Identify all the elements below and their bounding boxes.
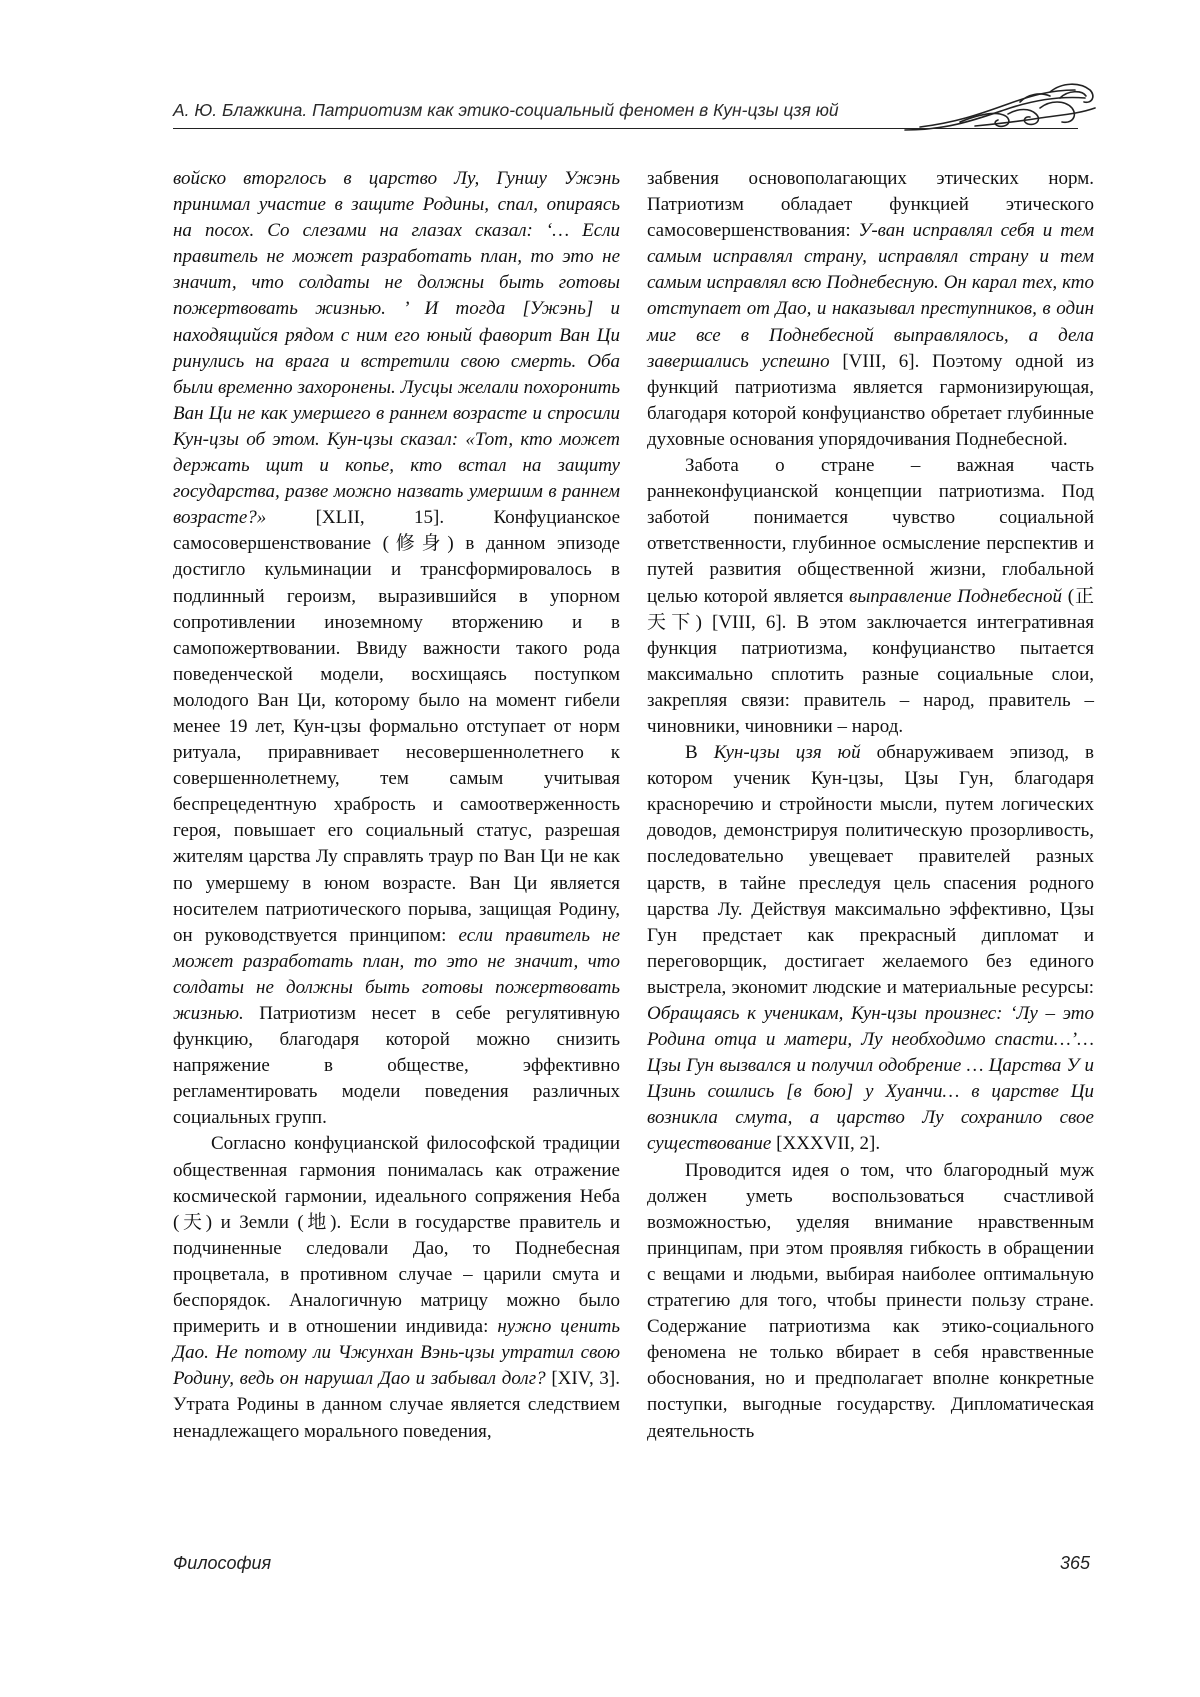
text-run: Согласно конфуцианской философской традиции общественная гармония понималась как отражение космической гармонии, идеального сопряжения Неба (天) и Земли (地). Если в государстве правитель и подчиненные следовали Дао, то Поднебесная процветала, в противном случае – царили смута и беспорядок. Аналогичную матрицу можно было примерить и в отношении индивида: xyxy=(173,1133,620,1337)
text-run: Патриотизм несет в себе регулятивную функцию, благодаря которой можно снизить напряжение в обществе, эффективно регламентировать модели поведения различных социальных групп. xyxy=(173,1003,620,1128)
text-run: обнаруживаем эпизод, в котором ученик Кун-цзы, Цзы Гун, благодаря красноречию и стройности мысли, путем логических доводов, демонстрируя политическую прозорливость, последовательно увещевает правителей разных царств, в тайне преследуя цель спасения родного царства Лу. Действуя максимально эффективно, Цзы Гун предстает как прекрасный дипломат и переговорщик, достигает желаемого без единого выстрела, экономит людские и материальные ресурсы: xyxy=(647,742,1094,998)
paragraph xyxy=(647,1158,1094,1445)
footer-section: Философия xyxy=(173,1553,271,1574)
text-run: Забота о стране – важная часть раннеконфуцианской концепции патриотизма. Под заботой понимается чувство социальной ответственности, глубинное осмысление перспектив и путей развития общественной жизни, глобальной целью которой является xyxy=(647,455,1094,606)
italic-quote: войско вторглось в царство Лу, Гуншу Ужэнь принимал участие в защите Родины, спал, опираясь на посох. Со слезами на глазах сказал: xyxy=(173,168,620,241)
italic-quote: выправление Поднебесной xyxy=(849,586,1062,607)
running-title: А. Ю. Блажкина. Патриотизм как этико-социальный феномен в Кун-цзы цзя юй xyxy=(173,100,873,121)
text-run: [XIV, 3]. Утрата Родины в данном случае является следствием ненадлежащего морального поведения, xyxy=(173,1368,620,1441)
paragraph xyxy=(647,740,1094,1158)
paragraph xyxy=(647,166,1094,453)
text-run: [XXXVII, 2]. xyxy=(771,1133,880,1154)
italic-quote: если правитель не может разработать план, то это не значит, что солдаты не должны быть готовы пожертвовать жизнью. xyxy=(173,925,620,1024)
paragraph xyxy=(173,166,620,1131)
paragraph xyxy=(173,1131,620,1444)
right-column xyxy=(647,166,1094,1445)
italic-quote: Обращаясь к ученикам, Кун-цзы произнес: ‘Лу – это Родина отца и матери, Лу необходимо спасти…’…Цзы Гун вызвался и получил одобрение … Царства У и Цзинь сошлись [в бою] у Хуанчи… в царстве Ци возникла смута, а царство Лу сохранило свое существование xyxy=(647,1003,1094,1154)
text-run: [XLII, 15]. Конфуцианское самосовершенствование (修身) в данном эпизоде достигло кульминации и трансформировалось в подлинный героизм, выразившийся в упорном сопротивлении иноземному вторжению и в самопожертвовании. Ввиду важности такого рода поведенческой модели, восхищаясь поступком молодого Ван Ци, которому было на момент гибели менее 19 лет, Кун-цзы формально отступает от норм ритуала, приравнивает несовершеннолетнего к совершеннолетнему, тем самым учитывая беспрецедентную храбрость и самоотверженность героя, повышает его социальный статус, разрешая жителям царства Лу справлять траур по Ван Ци не как по умершему в юном возрасте. Ван Ци является носителем патриотического порыва, защищая Родину, он руководствуется принципом: xyxy=(173,507,620,946)
page-number: 365 xyxy=(1030,1553,1090,1574)
italic-title: Кун-цзы цзя юй xyxy=(714,742,861,763)
text-run: [VIII, 6]. Поэтому одной из функций патриотизма является гармонизирующая, благодаря которой конфуцианство обретает глубинные духовные основания упорядочивания Поднебесной. xyxy=(647,351,1094,450)
text-run: Проводится идея о том, что благородный муж должен уметь воспользоваться счастливой возможностью, уделяя внимание нравственным принципам, при этом проявляя гибкость в обращении с вещами и людьми, выбирая наиболее оптимальную стратегию для того, чтобы принести пользу стране. Содержание патриотизма как этико-социального феномена не только вбирает в себя нравственные обоснования, но и предполагает вполне конкретные поступки, выгодные государству. Дипломатическая деятельность xyxy=(647,1160,1094,1442)
text-run: ‘… Если правитель не может разработать план, то это не значит, что солдаты не должны быть готовы пожертвовать жизнью. ’ И тогда [Ужэнь] и находящийся рядом с ним его юный фаворит Ван Ци ринулись на врага и встретили свою смерть. Оба были временно захоронены. Лусцы желали похоронить Ван Ци не как умершего в раннем возрасте и спросили Кун-цзы об этом. Кун-цзы сказал: «Тот, кто может держать щит и копье, кто встал на защиту государства, разве можно назвать умершим в раннем возрасте?» xyxy=(173,220,620,528)
paragraph xyxy=(647,453,1094,740)
text-run: В xyxy=(685,742,714,763)
left-column xyxy=(173,166,620,1445)
art-nouveau-ornament-icon xyxy=(900,78,1100,138)
text-run: забвения основополагающих этических норм. Патриотизм обладает функцией этического самосовершенствования: xyxy=(647,168,1094,241)
italic-quote: У-ван исправлял себя и тем самым исправлял страну, исправлял страну и тем самым исправлял всю Поднебесную. Он карал тех, кто отступает от Дао, и наказывал преступников, в один миг все в Поднебесной выправлялось, а дела завершались успешно xyxy=(647,220,1094,371)
text-run: (正天下) [VIII, 6]. В этом заключается интегративная функция патриотизма, конфуцианство пытается максимально сплотить разные социальные слои, закрепляя связи: правитель – народ, правитель – чиновники, чиновники – народ. xyxy=(647,586,1094,737)
italic-quote: нужно ценить Дао. Не потому ли Чжунхан Вэнь-цзы утратил свою Родину, ведь он нарушал Дао и забывал долг? xyxy=(173,1316,620,1389)
